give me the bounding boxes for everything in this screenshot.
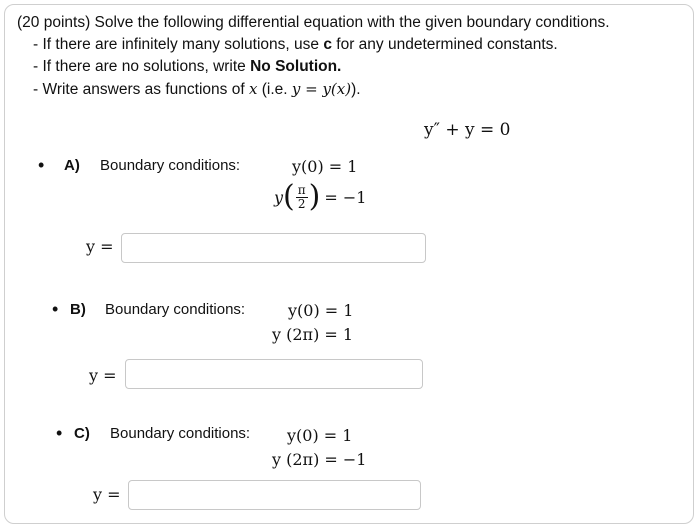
part-a-answer-label: y = xyxy=(86,237,114,256)
instructions xyxy=(17,12,610,101)
pi-over-2-fraction: $\frac{\pi}{2}$ xyxy=(297,182,306,211)
part-c-answer-label: y = xyxy=(93,485,121,504)
part-c-condition-2: y (2π) = −1 xyxy=(272,450,367,469)
bullet-icon: • xyxy=(38,155,45,175)
part-a-condition-1: y(0) = 1 xyxy=(292,157,358,176)
part-b-answer-input[interactable] xyxy=(125,359,423,389)
part-b-label: B) xyxy=(70,301,86,318)
part-a-label: A) xyxy=(64,157,80,174)
part-b-condition-1: y(0) = 1 xyxy=(288,301,354,320)
part-a-condition-2: y ( $\frac{\pi}{2}$ ) = −1 xyxy=(274,179,367,214)
part-c-answer-input[interactable] xyxy=(128,480,421,510)
rule-infinite: - If there are infinitely many solutions, use c for any undetermined constants. xyxy=(33,36,558,53)
rule-no-solution: - If there are no solutions, write No Solution. xyxy=(33,58,342,75)
part-a-bc-label: Boundary conditions: xyxy=(100,157,241,174)
bullet-icon: • xyxy=(52,299,59,319)
part-c-condition-1: y(0) = 1 xyxy=(287,426,353,445)
part-c-bc-label: Boundary conditions: xyxy=(110,425,251,442)
differential-equation: y″ + y = 0 xyxy=(424,120,511,140)
part-b-answer-label: y = xyxy=(89,366,117,385)
intro-text: (20 points) Solve the following differential equation with the given boundary conditions. xyxy=(17,14,610,31)
bullet-icon: • xyxy=(56,423,63,443)
part-b-bc-label: Boundary conditions: xyxy=(105,301,246,318)
part-a-answer-input[interactable] xyxy=(121,233,426,263)
rule-functions: - Write answers as functions of x (i.e. y = y(x)). xyxy=(33,80,361,98)
part-b-condition-2: y (2π) = 1 xyxy=(272,325,354,344)
part-c-label: C) xyxy=(74,425,90,442)
